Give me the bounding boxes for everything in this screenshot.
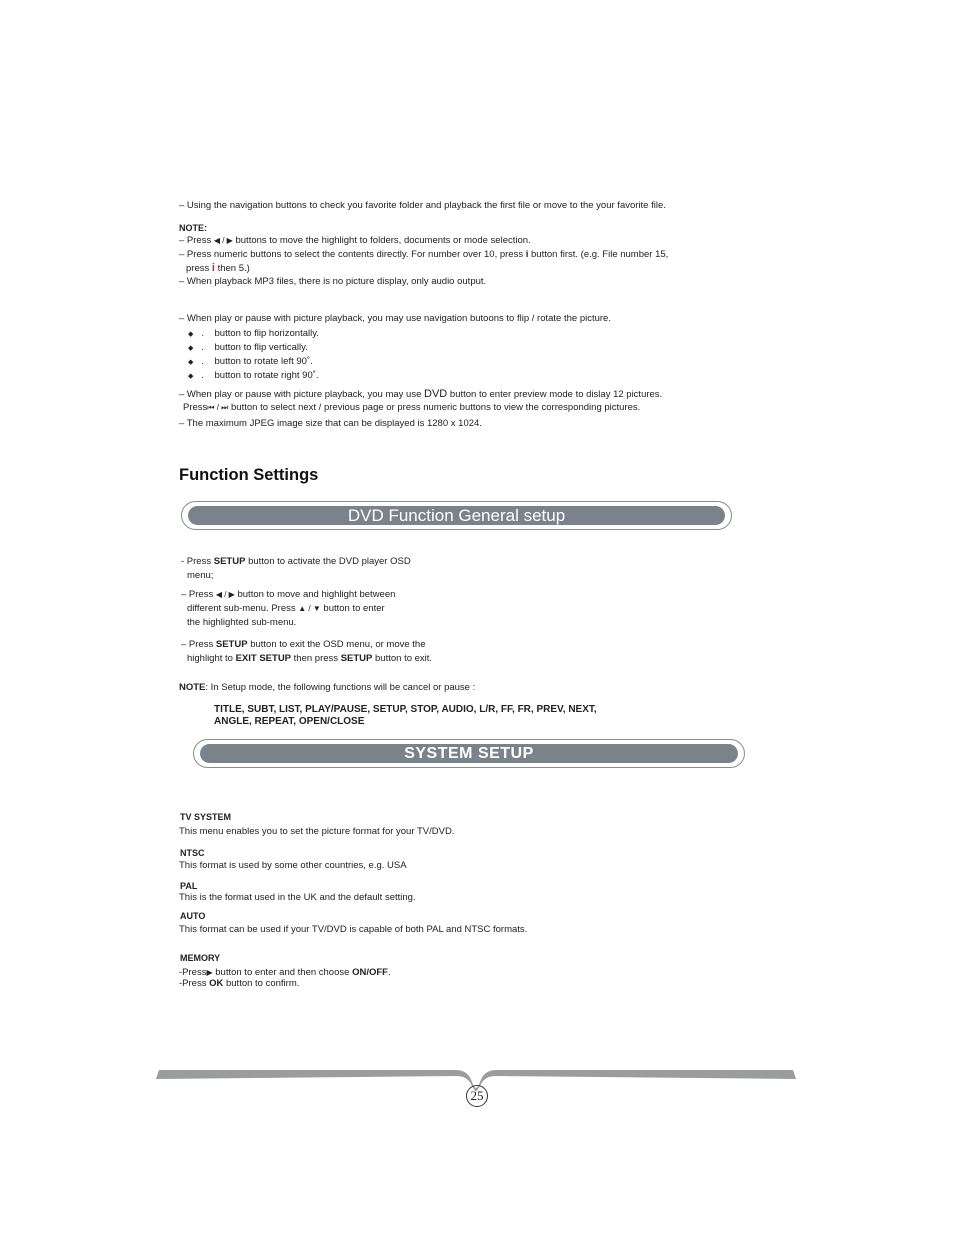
- preview-press: Press: [183, 402, 208, 413]
- setup-para-2-cont: [187, 603, 385, 615]
- banner-label: DVD Function General setup: [188, 506, 725, 525]
- note-item-2: [179, 249, 668, 261]
- setup-para-1-cont: menu;: [187, 570, 214, 581]
- flip-bullet-3: [188, 356, 313, 369]
- flip-intro: – When play or pause with picture playback, you may use navigation butoons to flip / rotate the picture.: [179, 313, 611, 324]
- exit-setup-key: EXIT SETUP: [235, 653, 292, 664]
- p3-prefix: – Press: [181, 639, 214, 650]
- memory-label: MEMORY: [180, 953, 221, 963]
- section-title-function-settings: Function Settings: [179, 466, 319, 484]
- preview-text: button to enter preview mode to dislay 12 pictures.: [449, 389, 663, 400]
- p3-text-f: then press: [293, 653, 339, 664]
- preview-prefix: – When play or pause with picture playback, you may use: [179, 389, 422, 400]
- mem1-text: button to enter and then choose: [215, 967, 350, 978]
- ntsc-text: This format is used by some other countries, e.g. USA: [179, 860, 407, 871]
- note-heading: NOTE:: [179, 223, 207, 233]
- setup-key: SETUP: [215, 639, 248, 650]
- dvd-function-banner: [181, 501, 732, 530]
- flip-bullet-1: [188, 328, 319, 341]
- auto-label: AUTO: [180, 911, 206, 921]
- auto-text: This format can be used if your TV/DVD is capable of both PAL and NTSC formats.: [179, 924, 528, 935]
- setup-key: SETUP: [213, 556, 246, 567]
- diamond-bullet-icon: ◆: [188, 331, 194, 338]
- memory-line-2: [179, 978, 299, 990]
- functions-list-1: TITLE, SUBT, LIST, PLAY/PAUSE, SETUP, STOP, AUDIO, L/R, FF, FR, PREV, NEXT,: [214, 704, 597, 715]
- preview-line-1: [179, 388, 662, 401]
- jpeg-limit: – The maximum JPEG image size that can be displayed is 1280 x 1024.: [179, 418, 482, 429]
- dvd-button-icon: DVD: [424, 388, 448, 400]
- note-item-2-cont: [186, 262, 250, 275]
- mem1-end: .: [387, 967, 391, 978]
- setup-para-1: [181, 556, 411, 568]
- left-right-arrow-icon: ◀ / ▶: [215, 590, 235, 599]
- note-item-2-text: button first. (e.g. File number 15,: [531, 249, 669, 260]
- note-item-1: [179, 235, 531, 247]
- ok-key: OK: [209, 978, 224, 989]
- bullet-sep: .: [201, 370, 204, 381]
- p1-prefix: - Press: [181, 556, 212, 567]
- setup-para-3-cont: [187, 653, 432, 665]
- flip-bullet-4: [188, 370, 319, 383]
- flip-bullet-text: button to flip vertically.: [214, 342, 308, 353]
- p3-text-d: highlight to: [187, 653, 233, 664]
- prev-next-icon: ⏮ / ⏭: [207, 403, 229, 412]
- p1-text: button to activate the DVD player OSD: [248, 556, 411, 567]
- mem2-prefix: -Press: [179, 978, 207, 989]
- bullet-sep: .: [201, 356, 204, 367]
- banner-label: SYSTEM SETUP: [200, 744, 738, 763]
- setup-note-text: : In Setup mode, the following functions will be cancel or pause :: [205, 682, 476, 693]
- tv-system-text: This menu enables you to set the picture format for your TV/DVD.: [179, 826, 455, 837]
- p2-text: button to move and highlight between: [237, 589, 396, 600]
- setup-note: [179, 682, 475, 694]
- bullet-sep: .: [201, 328, 204, 339]
- flip-bullet-text: button to flip horizontally.: [214, 328, 319, 339]
- note-item-1-prefix: – Press: [179, 235, 212, 246]
- note-item-3: – When playback MP3 files, there is no picture display, only audio output.: [179, 276, 487, 287]
- mem1-prefix: -Press: [179, 967, 207, 978]
- note-item-2-press: press: [186, 263, 210, 274]
- pal-text: This is the format used in the UK and the default setting.: [179, 892, 416, 903]
- info-i-icon: i: [525, 249, 529, 260]
- left-right-arrow-icon: ◀ / ▶: [213, 236, 233, 245]
- p2-prefix: – Press: [181, 589, 214, 600]
- mem2-text: button to confirm.: [225, 978, 300, 989]
- preview-line-2: [183, 402, 640, 414]
- setup-para-2-end: the highlighted sub-menu.: [187, 617, 297, 628]
- nav-instruction: – Using the navigation buttons to check you favorite folder and playback the first file or move to the your favorite file.: [179, 200, 666, 211]
- setup-para-2: [181, 589, 395, 601]
- info-i-red-icon: i: [211, 262, 215, 274]
- tv-system-label: TV SYSTEM: [180, 812, 232, 822]
- up-down-arrow-icon: ▲ / ▼: [298, 604, 321, 613]
- page-number: 25: [466, 1085, 488, 1107]
- pal-label: PAL: [180, 881, 198, 891]
- diamond-bullet-icon: ◆: [188, 359, 194, 366]
- setup-key: SETUP: [340, 653, 373, 664]
- preview-text-2: button to select next / previous page or press numeric buttons to view the corresponding pictures.: [231, 402, 641, 413]
- bullet-sep: .: [201, 342, 204, 353]
- diamond-bullet-icon: ◆: [188, 373, 194, 380]
- setup-para-3: [181, 639, 426, 651]
- ntsc-label: NTSC: [180, 848, 205, 858]
- p2-text-d: button to enter: [323, 603, 385, 614]
- note-item-2-prefix: – Press numeric buttons to select the contents directly. For number over 10, press: [179, 249, 524, 260]
- note-item-1-text: buttons to move the highlight to folders, documents or mode selection.: [235, 235, 531, 246]
- flip-bullet-text: button to rotate right 90˚.: [214, 370, 319, 381]
- flip-bullet-text: button to rotate left 90˚.: [214, 356, 313, 367]
- flip-bullet-2: [188, 342, 308, 355]
- on-off-key: ON/OFF: [352, 967, 388, 978]
- right-arrow-icon: ▶: [206, 968, 213, 977]
- p2-text-c: different sub-menu. Press: [187, 603, 296, 614]
- diamond-bullet-icon: ◆: [188, 345, 194, 352]
- functions-list-2: ANGLE, REPEAT, OPEN/CLOSE: [214, 716, 365, 727]
- note-item-2-end: then 5.): [217, 263, 250, 274]
- p3-text: button to exit the OSD menu, or move the: [250, 639, 426, 650]
- setup-note-label: NOTE: [179, 682, 206, 693]
- system-setup-banner: [193, 739, 745, 768]
- p3-text-h: button to exit.: [375, 653, 433, 664]
